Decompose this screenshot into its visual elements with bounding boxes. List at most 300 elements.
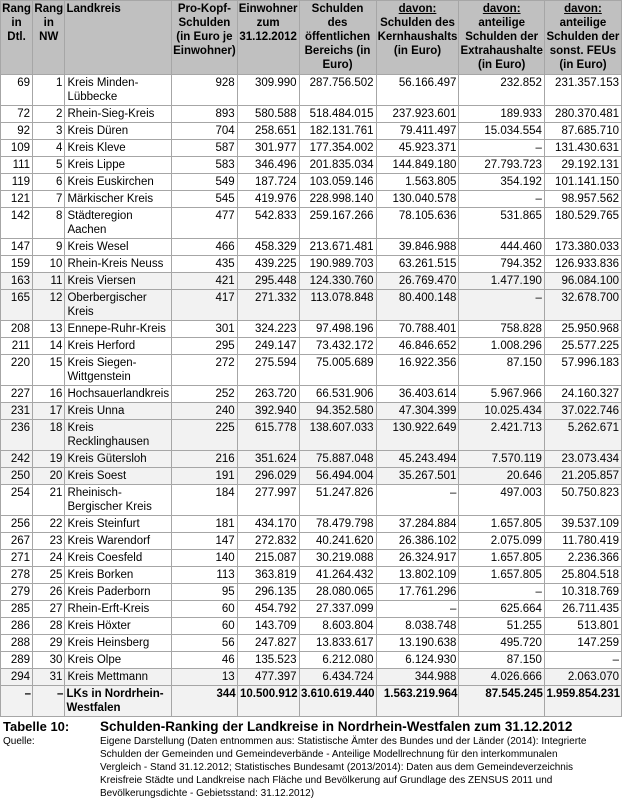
table-row xyxy=(1,106,622,123)
cell-einwohner: 247.827 xyxy=(237,635,299,652)
table-row xyxy=(1,208,622,239)
cell-kern: 130.922.649 xyxy=(376,420,459,451)
cell-schulden: 75.887.048 xyxy=(299,451,376,468)
cell-einwohner: 135.523 xyxy=(237,652,299,669)
cell-schulden: 201.835.034 xyxy=(299,157,376,174)
cell-pro-kopf: 295 xyxy=(172,338,238,355)
cell-schulden: 41.264.432 xyxy=(299,567,376,584)
cell-landkreis: Kreis Wesel xyxy=(65,239,172,256)
table-row xyxy=(1,403,622,420)
cell-landkreis: Kreis Paderborn xyxy=(65,584,172,601)
cell-rang-nw: 8 xyxy=(33,208,65,239)
cell-landkreis: Kreis Heinsberg xyxy=(65,635,172,652)
cell-rang-dtl: 72 xyxy=(1,106,33,123)
cell-rang-nw: 17 xyxy=(33,403,65,420)
cell-rang-dtl: 121 xyxy=(1,191,33,208)
caption-label: Tabelle 10: xyxy=(3,719,70,734)
table-row xyxy=(1,451,622,468)
cell-feu: 50.750.823 xyxy=(544,485,621,516)
cell-extra: – xyxy=(459,584,544,601)
cell-schulden: 124.330.760 xyxy=(299,273,376,290)
cell-rang-nw: 22 xyxy=(33,516,65,533)
cell-schulden: 6.434.724 xyxy=(299,669,376,686)
cell-rang-dtl: – xyxy=(1,686,33,717)
cell-einwohner: 363.819 xyxy=(237,567,299,584)
cell-extra: 5.967.966 xyxy=(459,386,544,403)
cell-rang-nw: 30 xyxy=(33,652,65,669)
table-row xyxy=(1,516,622,533)
cell-landkreis: Kreis Unna xyxy=(65,403,172,420)
cell-pro-kopf: 583 xyxy=(172,157,238,174)
cell-schulden: 8.603.804 xyxy=(299,618,376,635)
cell-extra: 444.460 xyxy=(459,239,544,256)
cell-landkreis: Rhein-Erft-Kreis xyxy=(65,601,172,618)
cell-rang-nw: 19 xyxy=(33,451,65,468)
cell-pro-kopf: 240 xyxy=(172,403,238,420)
cell-pro-kopf: 13 xyxy=(172,669,238,686)
cell-feu: 231.357.153 xyxy=(544,75,621,106)
cell-pro-kopf: 252 xyxy=(172,386,238,403)
cell-rang-nw: 24 xyxy=(33,550,65,567)
cell-schulden: 228.998.140 xyxy=(299,191,376,208)
cell-landkreis: Märkischer Kreis xyxy=(65,191,172,208)
table-row xyxy=(1,174,622,191)
cell-pro-kopf: 928 xyxy=(172,75,238,106)
cell-pro-kopf: 60 xyxy=(172,601,238,618)
cell-rang-nw: 21 xyxy=(33,485,65,516)
total-row xyxy=(1,686,622,717)
cell-einwohner: 272.832 xyxy=(237,533,299,550)
cell-rang-dtl: 231 xyxy=(1,403,33,420)
table-row xyxy=(1,601,622,618)
cell-rang-dtl: 163 xyxy=(1,273,33,290)
cell-pro-kopf: 191 xyxy=(172,468,238,485)
cell-landkreis: Rhein-Sieg-Kreis xyxy=(65,106,172,123)
table-row xyxy=(1,239,622,256)
cell-rang-nw: 1 xyxy=(33,75,65,106)
cell-schulden: 287.756.502 xyxy=(299,75,376,106)
davon-label: davon: xyxy=(564,3,602,15)
cell-feu: 1.959.854.231 xyxy=(544,686,621,717)
cell-landkreis: LKs in Nordrhein-Westfalen xyxy=(65,686,172,717)
cell-rang-nw: 2 xyxy=(33,106,65,123)
table-row xyxy=(1,669,622,686)
cell-feu: 2.063.070 xyxy=(544,669,621,686)
table-body xyxy=(1,75,622,717)
cell-einwohner: 263.720 xyxy=(237,386,299,403)
cell-feu: 57.996.183 xyxy=(544,355,621,386)
cell-landkreis: Kreis Olpe xyxy=(65,652,172,669)
cell-kern: 6.124.930 xyxy=(376,652,459,669)
cell-rang-dtl: 208 xyxy=(1,321,33,338)
cell-extra: 232.852 xyxy=(459,75,544,106)
cell-feu: 23.073.434 xyxy=(544,451,621,468)
cell-einwohner: 419.976 xyxy=(237,191,299,208)
table-row xyxy=(1,468,622,485)
header-feu-label: anteilige Schulden der sonst. FEUs (in Euro) xyxy=(546,17,620,71)
cell-kern: 80.400.148 xyxy=(376,290,459,321)
cell-rang-dtl: 111 xyxy=(1,157,33,174)
cell-rang-dtl: 109 xyxy=(1,140,33,157)
cell-rang-nw: 25 xyxy=(33,567,65,584)
cell-extra: 758.828 xyxy=(459,321,544,338)
cell-einwohner: 271.332 xyxy=(237,290,299,321)
davon-label: davon: xyxy=(482,3,521,15)
header-kern xyxy=(376,1,459,75)
cell-extra: 495.720 xyxy=(459,635,544,652)
cell-schulden: 177.354.002 xyxy=(299,140,376,157)
cell-rang-dtl: 236 xyxy=(1,420,33,451)
cell-kern: 46.846.652 xyxy=(376,338,459,355)
cell-extra: 10.025.434 xyxy=(459,403,544,420)
cell-schulden: 28.080.065 xyxy=(299,584,376,601)
table-row xyxy=(1,191,622,208)
cell-rang-dtl: 286 xyxy=(1,618,33,635)
table-row xyxy=(1,157,622,174)
cell-landkreis: Kreis Herford xyxy=(65,338,172,355)
cell-landkreis: Kreis Siegen-Wittgenstein xyxy=(65,355,172,386)
cell-einwohner: 454.792 xyxy=(237,601,299,618)
cell-einwohner: 295.448 xyxy=(237,273,299,290)
cell-pro-kopf: 113 xyxy=(172,567,238,584)
cell-schulden: 66.531.906 xyxy=(299,386,376,403)
cell-rang-nw: 6 xyxy=(33,174,65,191)
cell-schulden: 190.989.703 xyxy=(299,256,376,273)
cell-schulden: 259.167.266 xyxy=(299,208,376,239)
cell-kern: 70.788.401 xyxy=(376,321,459,338)
cell-schulden: 213.671.481 xyxy=(299,239,376,256)
cell-rang-nw: 28 xyxy=(33,618,65,635)
cell-feu: 513.801 xyxy=(544,618,621,635)
cell-rang-dtl: 278 xyxy=(1,567,33,584)
cell-feu: 101.141.150 xyxy=(544,174,621,191)
cell-kern: 45.243.494 xyxy=(376,451,459,468)
cell-einwohner: 10.500.912 xyxy=(237,686,299,717)
cell-rang-dtl: 220 xyxy=(1,355,33,386)
cell-rang-nw: 10 xyxy=(33,256,65,273)
cell-landkreis: Kreis Düren xyxy=(65,123,172,140)
cell-extra: 15.034.554 xyxy=(459,123,544,140)
cell-landkreis: Rhein-Kreis Neuss xyxy=(65,256,172,273)
cell-rang-dtl: 119 xyxy=(1,174,33,191)
cell-extra: 27.793.723 xyxy=(459,157,544,174)
cell-pro-kopf: 344 xyxy=(172,686,238,717)
header-kern-label: Schulden des Kernhaushalts (in Euro) xyxy=(377,17,458,57)
cell-schulden: 40.241.620 xyxy=(299,533,376,550)
cell-schulden: 75.005.689 xyxy=(299,355,376,386)
cell-kern: – xyxy=(376,601,459,618)
cell-schulden: 103.059.146 xyxy=(299,174,376,191)
cell-pro-kopf: 140 xyxy=(172,550,238,567)
cell-rang-nw: 13 xyxy=(33,321,65,338)
table-row xyxy=(1,584,622,601)
cell-rang-dtl: 227 xyxy=(1,386,33,403)
cell-pro-kopf: 587 xyxy=(172,140,238,157)
cell-einwohner: 439.225 xyxy=(237,256,299,273)
cell-einwohner: 392.940 xyxy=(237,403,299,420)
cell-feu: 131.430.631 xyxy=(544,140,621,157)
cell-rang-nw: 16 xyxy=(33,386,65,403)
cell-kern: 1.563.805 xyxy=(376,174,459,191)
table-row xyxy=(1,338,622,355)
cell-extra: 625.664 xyxy=(459,601,544,618)
cell-kern: 63.261.515 xyxy=(376,256,459,273)
table-row xyxy=(1,550,622,567)
header-landkreis: Landkreis xyxy=(65,1,172,75)
cell-extra: 87.150 xyxy=(459,652,544,669)
source-text: Eigene Darstellung (Daten entnommen aus: Statistische Ämter des Bundes und der Länder (2014): Integrierte Schulden der Gemeinden und Gemeindeverbände - Anteilige Modellrechnung für den interkommunalen Vergleich - Stand 31.12.2012; Statistisches Bundesamt (2013/2014): Daten aus dem Gemeindeverzeichnis Kreisfreie Städte und Landkreise nach Fläche und Bevölkerung auf Grundlage des ZENSUS 2011 und Bevölkerungsdichte - Gebietsstand: 31.12.2012) xyxy=(100,736,587,799)
cell-kern: 47.304.399 xyxy=(376,403,459,420)
cell-rang-nw: 12 xyxy=(33,290,65,321)
cell-kern: 16.922.356 xyxy=(376,355,459,386)
cell-feu: 29.192.131 xyxy=(544,157,621,174)
cell-schulden: 97.498.196 xyxy=(299,321,376,338)
cell-extra: 87.150 xyxy=(459,355,544,386)
cell-extra: 1.008.296 xyxy=(459,338,544,355)
cell-landkreis: Kreis Euskirchen xyxy=(65,174,172,191)
cell-kern: 39.846.988 xyxy=(376,239,459,256)
cell-kern: 56.166.497 xyxy=(376,75,459,106)
cell-feu: 26.711.435 xyxy=(544,601,621,618)
cell-schulden: 6.212.080 xyxy=(299,652,376,669)
cell-schulden: 51.247.826 xyxy=(299,485,376,516)
header-row xyxy=(1,1,622,75)
cell-einwohner: 458.329 xyxy=(237,239,299,256)
header-extra-label: anteilige Schulden der Extrahaushalte (in Euro) xyxy=(460,17,543,71)
cell-rang-dtl: 147 xyxy=(1,239,33,256)
cell-pro-kopf: 549 xyxy=(172,174,238,191)
table-row xyxy=(1,652,622,669)
cell-landkreis: Kreis Gütersloh xyxy=(65,451,172,468)
davon-label: davon: xyxy=(398,3,437,15)
cell-extra: 1.477.190 xyxy=(459,273,544,290)
cell-pro-kopf: 225 xyxy=(172,420,238,451)
cell-kern: 144.849.180 xyxy=(376,157,459,174)
cell-kern: 37.284.884 xyxy=(376,516,459,533)
cell-pro-kopf: 46 xyxy=(172,652,238,669)
cell-rang-dtl: 267 xyxy=(1,533,33,550)
cell-einwohner: 477.397 xyxy=(237,669,299,686)
cell-kern: 26.769.470 xyxy=(376,273,459,290)
cell-pro-kopf: 56 xyxy=(172,635,238,652)
cell-einwohner: 143.709 xyxy=(237,618,299,635)
cell-feu: 126.933.836 xyxy=(544,256,621,273)
cell-einwohner: 346.496 xyxy=(237,157,299,174)
cell-rang-nw: – xyxy=(33,686,65,717)
cell-pro-kopf: 60 xyxy=(172,618,238,635)
cell-kern: 1.563.219.964 xyxy=(376,686,459,717)
table-row xyxy=(1,75,622,106)
cell-extra: 51.255 xyxy=(459,618,544,635)
source-label: Quelle: xyxy=(3,736,35,747)
cell-feu: 180.529.765 xyxy=(544,208,621,239)
cell-pro-kopf: 477 xyxy=(172,208,238,239)
cell-feu: 87.685.710 xyxy=(544,123,621,140)
cell-schulden: 30.219.088 xyxy=(299,550,376,567)
cell-rang-dtl: 92 xyxy=(1,123,33,140)
cell-rang-dtl: 211 xyxy=(1,338,33,355)
cell-schulden: 518.484.015 xyxy=(299,106,376,123)
cell-landkreis: Kreis Steinfurt xyxy=(65,516,172,533)
header-pro-kopf: Pro-Kopf-Schulden (in Euro je Einwohner) xyxy=(172,1,238,75)
cell-rang-nw: 29 xyxy=(33,635,65,652)
cell-pro-kopf: 184 xyxy=(172,485,238,516)
cell-einwohner: 296.029 xyxy=(237,468,299,485)
cell-landkreis: Kreis Viersen xyxy=(65,273,172,290)
cell-einwohner: 258.651 xyxy=(237,123,299,140)
header-schulden: Schulden des öffentlichen Bereichs (in Euro) xyxy=(299,1,376,75)
cell-extra: 87.545.245 xyxy=(459,686,544,717)
cell-landkreis: Hochsauerlandkreis xyxy=(65,386,172,403)
table-row xyxy=(1,355,622,386)
cell-kern: 237.923.601 xyxy=(376,106,459,123)
cell-pro-kopf: 466 xyxy=(172,239,238,256)
cell-einwohner: 215.087 xyxy=(237,550,299,567)
cell-schulden: 78.479.798 xyxy=(299,516,376,533)
cell-extra: 2.421.713 xyxy=(459,420,544,451)
cell-kern: 13.190.638 xyxy=(376,635,459,652)
cell-rang-dtl: 285 xyxy=(1,601,33,618)
cell-schulden: 3.610.619.440 xyxy=(299,686,376,717)
cell-feu: 39.537.109 xyxy=(544,516,621,533)
cell-schulden: 27.337.099 xyxy=(299,601,376,618)
cell-landkreis: Kreis Minden-Lübbecke xyxy=(65,75,172,106)
table-row xyxy=(1,533,622,550)
cell-landkreis: Kreis Soest xyxy=(65,468,172,485)
cell-landkreis: Kreis Höxter xyxy=(65,618,172,635)
cell-rang-nw: 7 xyxy=(33,191,65,208)
cell-kern: 45.923.371 xyxy=(376,140,459,157)
cell-pro-kopf: 147 xyxy=(172,533,238,550)
cell-einwohner: 296.135 xyxy=(237,584,299,601)
cell-feu: 11.780.419 xyxy=(544,533,621,550)
header-einwohner: Einwohner zum 31.12.2012 xyxy=(237,1,299,75)
cell-landkreis: Städteregion Aachen xyxy=(65,208,172,239)
cell-landkreis: Kreis Lippe xyxy=(65,157,172,174)
cell-feu: 24.160.327 xyxy=(544,386,621,403)
cell-einwohner: 309.990 xyxy=(237,75,299,106)
table-row xyxy=(1,256,622,273)
cell-rang-dtl: 165 xyxy=(1,290,33,321)
cell-rang-nw: 5 xyxy=(33,157,65,174)
cell-extra: 1.657.805 xyxy=(459,516,544,533)
cell-rang-dtl: 254 xyxy=(1,485,33,516)
header-rang-dtl: Rang in Dtl. xyxy=(1,1,33,75)
cell-feu: 37.022.746 xyxy=(544,403,621,420)
cell-pro-kopf: 545 xyxy=(172,191,238,208)
cell-feu: 5.262.671 xyxy=(544,420,621,451)
cell-extra: 497.003 xyxy=(459,485,544,516)
cell-feu: 98.957.562 xyxy=(544,191,621,208)
cell-rang-dtl: 271 xyxy=(1,550,33,567)
cell-feu: 21.205.857 xyxy=(544,468,621,485)
cell-pro-kopf: 704 xyxy=(172,123,238,140)
cell-extra: – xyxy=(459,191,544,208)
cell-extra: 794.352 xyxy=(459,256,544,273)
cell-extra: 7.570.119 xyxy=(459,451,544,468)
cell-pro-kopf: 272 xyxy=(172,355,238,386)
table-row xyxy=(1,618,622,635)
cell-rang-dtl: 279 xyxy=(1,584,33,601)
cell-feu: 32.678.700 xyxy=(544,290,621,321)
cell-kern: 344.988 xyxy=(376,669,459,686)
cell-feu: 25.804.518 xyxy=(544,567,621,584)
cell-einwohner: 434.170 xyxy=(237,516,299,533)
cell-kern: 17.761.296 xyxy=(376,584,459,601)
cell-rang-nw: 14 xyxy=(33,338,65,355)
cell-landkreis: Kreis Kleve xyxy=(65,140,172,157)
cell-rang-nw: 20 xyxy=(33,468,65,485)
header-feu xyxy=(544,1,621,75)
table-row xyxy=(1,386,622,403)
cell-landkreis: Kreis Recklinghausen xyxy=(65,420,172,451)
table-row xyxy=(1,567,622,584)
cell-feu: 173.380.033 xyxy=(544,239,621,256)
cell-kern: 36.403.614 xyxy=(376,386,459,403)
cell-pro-kopf: 181 xyxy=(172,516,238,533)
cell-schulden: 138.607.033 xyxy=(299,420,376,451)
cell-extra: – xyxy=(459,290,544,321)
cell-rang-dtl: 242 xyxy=(1,451,33,468)
cell-rang-dtl: 288 xyxy=(1,635,33,652)
cell-feu: 25.950.968 xyxy=(544,321,621,338)
cell-pro-kopf: 435 xyxy=(172,256,238,273)
cell-extra: 2.075.099 xyxy=(459,533,544,550)
cell-rang-nw: 11 xyxy=(33,273,65,290)
cell-pro-kopf: 417 xyxy=(172,290,238,321)
table-row xyxy=(1,140,622,157)
cell-rang-nw: 9 xyxy=(33,239,65,256)
cell-rang-nw: 4 xyxy=(33,140,65,157)
cell-pro-kopf: 301 xyxy=(172,321,238,338)
cell-landkreis: Ennepe-Ruhr-Kreis xyxy=(65,321,172,338)
cell-extra: 531.865 xyxy=(459,208,544,239)
cell-einwohner: 542.833 xyxy=(237,208,299,239)
table-row xyxy=(1,635,622,652)
cell-feu: 96.084.100 xyxy=(544,273,621,290)
cell-landkreis: Kreis Borken xyxy=(65,567,172,584)
cell-einwohner: 580.588 xyxy=(237,106,299,123)
header-extra xyxy=(459,1,544,75)
cell-extra: – xyxy=(459,140,544,157)
cell-feu: 147.259 xyxy=(544,635,621,652)
cell-rang-nw: 23 xyxy=(33,533,65,550)
cell-kern: 26.324.917 xyxy=(376,550,459,567)
cell-schulden: 56.494.004 xyxy=(299,468,376,485)
cell-pro-kopf: 95 xyxy=(172,584,238,601)
cell-extra: 4.026.666 xyxy=(459,669,544,686)
cell-einwohner: 249.147 xyxy=(237,338,299,355)
cell-einwohner: 277.997 xyxy=(237,485,299,516)
cell-schulden: 73.432.172 xyxy=(299,338,376,355)
cell-rang-dtl: 69 xyxy=(1,75,33,106)
table-caption xyxy=(3,719,622,800)
cell-rang-dtl: 294 xyxy=(1,669,33,686)
cell-kern: 35.267.501 xyxy=(376,468,459,485)
cell-landkreis: Oberbergischer Kreis xyxy=(65,290,172,321)
cell-extra: 1.657.805 xyxy=(459,550,544,567)
cell-landkreis: Kreis Coesfeld xyxy=(65,550,172,567)
table-row xyxy=(1,273,622,290)
cell-pro-kopf: 893 xyxy=(172,106,238,123)
cell-extra: 1.657.805 xyxy=(459,567,544,584)
cell-einwohner: 187.724 xyxy=(237,174,299,191)
cell-kern: 8.038.748 xyxy=(376,618,459,635)
cell-rang-dtl: 289 xyxy=(1,652,33,669)
header-rang-nw: Rang in NW xyxy=(33,1,65,75)
table-row xyxy=(1,321,622,338)
cell-kern: 79.411.497 xyxy=(376,123,459,140)
